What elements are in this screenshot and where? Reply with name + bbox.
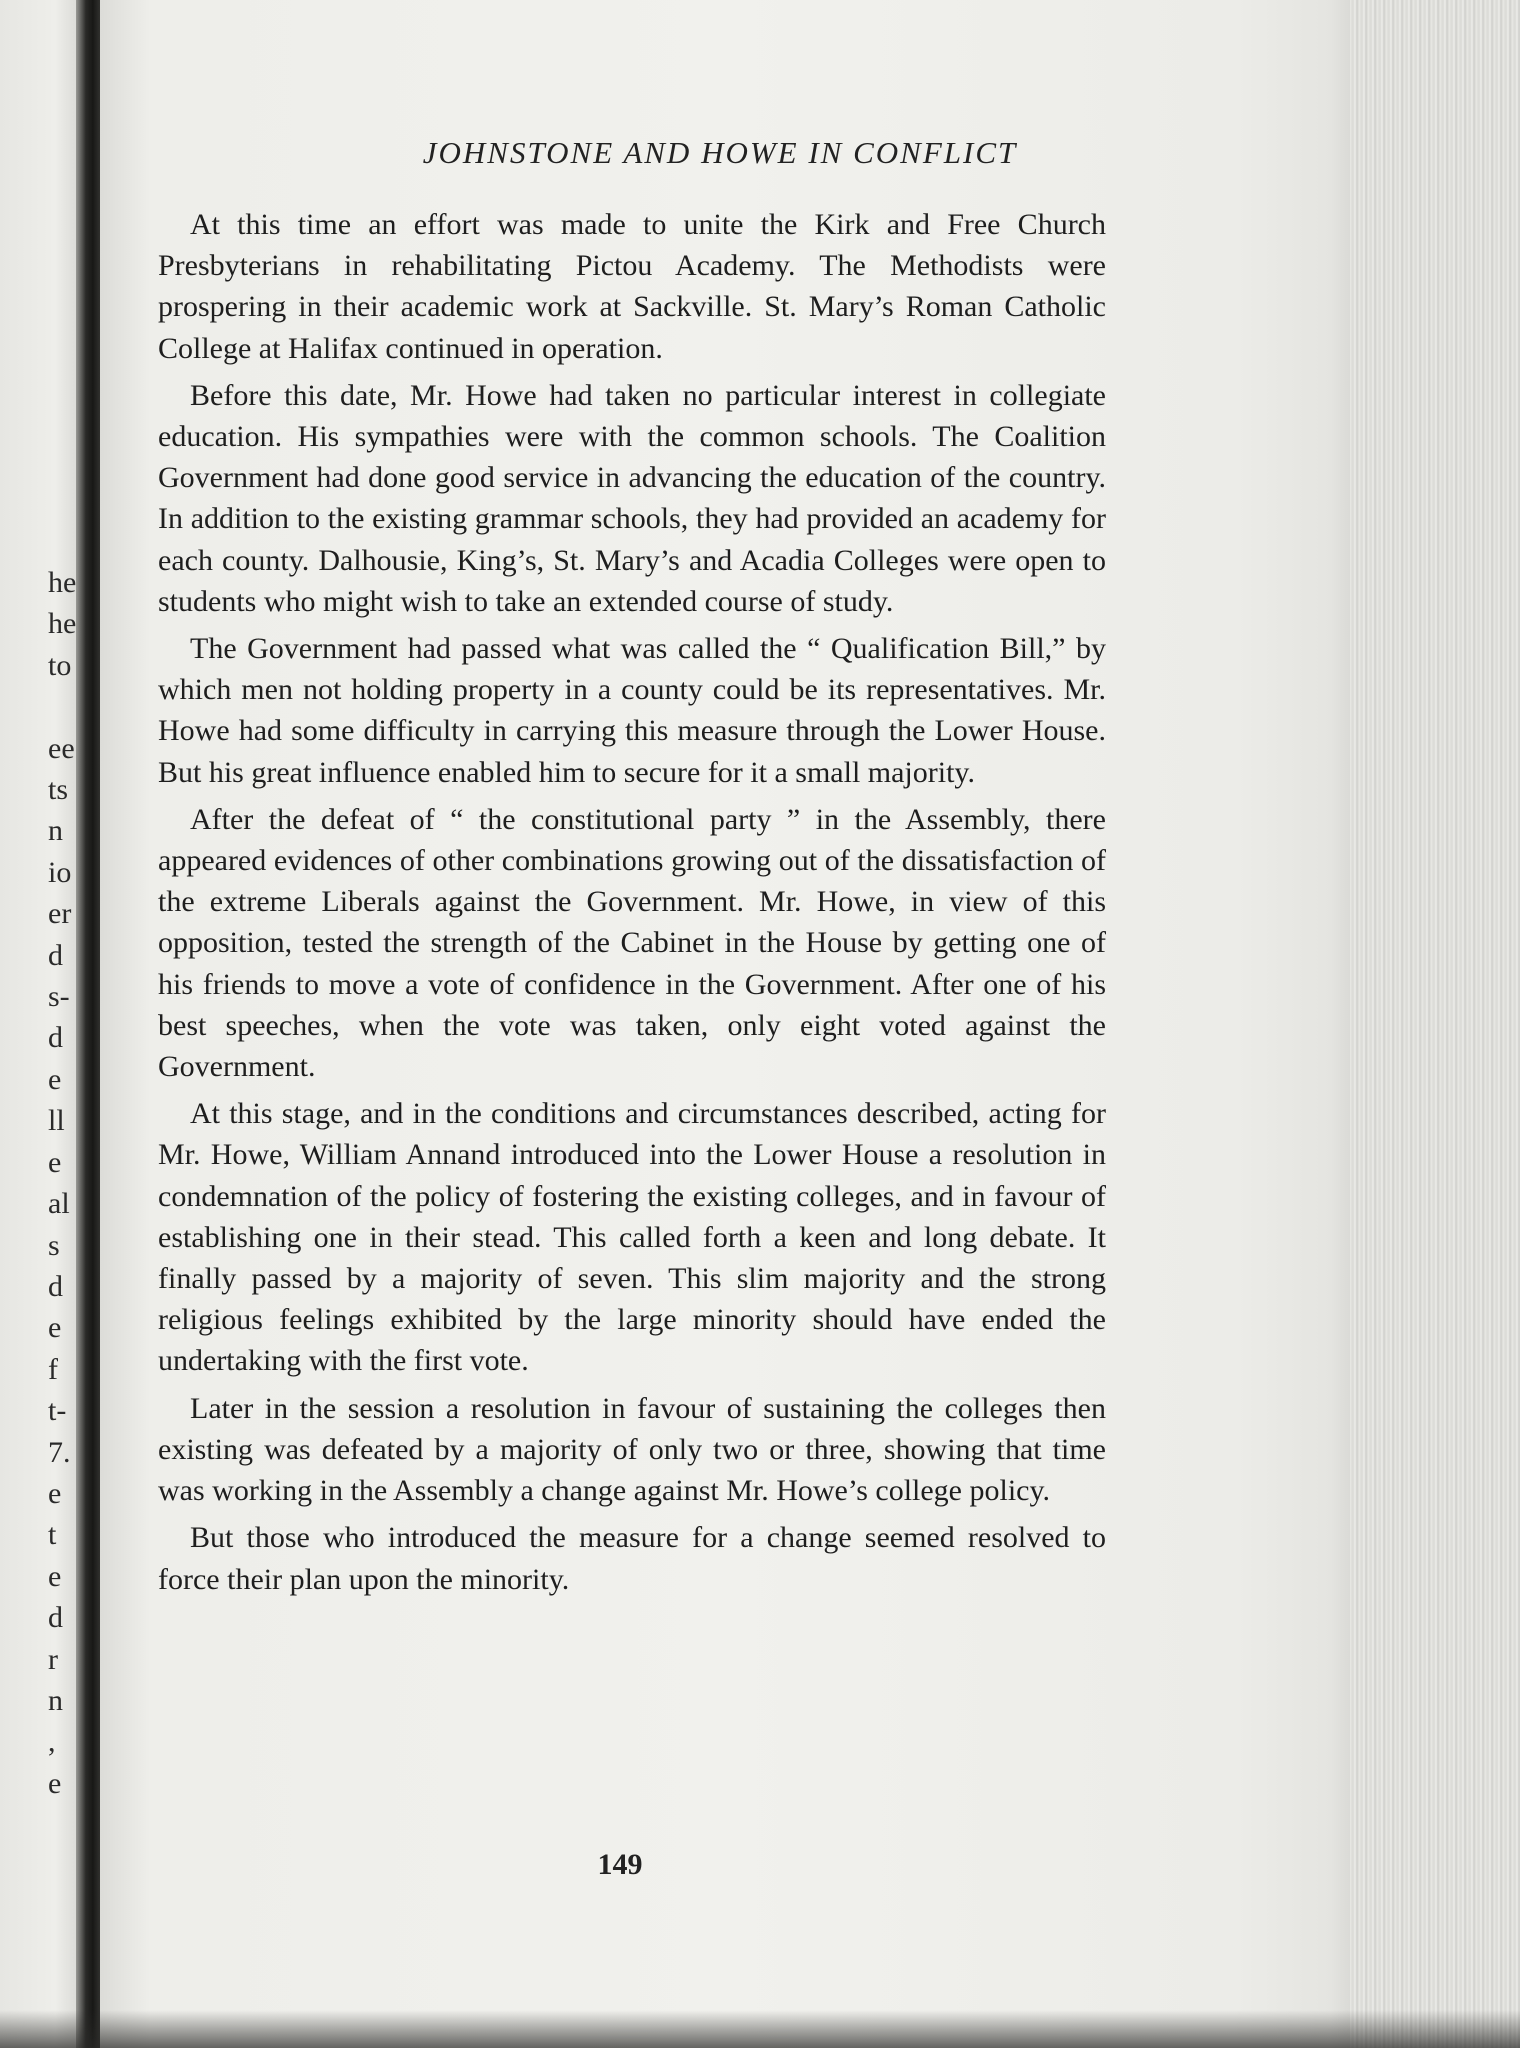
left-fragment: s- [48, 980, 70, 1014]
left-fragment: t- [48, 1394, 67, 1428]
paragraph: Before this date, Mr. Howe had taken no particular interest in collegiate education. His sympathies were with the common schools. The Coalition Government had done good service in advancing the education of the country. In addition to the existing grammar schools, they had provided an academy for each county. Dalhousie, King’s, St. Mary’s and Acadia Colleges were open to students who might wish to take an extended course of study. [158, 378, 1106, 618]
left-fragment: e [48, 1062, 62, 1096]
left-fragment: , [48, 1725, 56, 1759]
left-fragment: n [48, 814, 63, 848]
page-stack-edges [1350, 0, 1520, 2048]
paragraph: At this stage, and in the conditions and circumstances described, acting for Mr. Howe, William Annand introduced into the Lower House a resolution in condemnation of the policy of fostering the existing colleges, and in favour of establishing one in their stead. This called forth a keen and long debate. It finally passed by a majority of seven. This slim majority and the strong religious feelings exhibited by the large minority should have ended the undertaking with the first vote. [158, 1097, 1106, 1378]
running-head: JOHNSTONE AND HOWE IN CONFLICT [422, 135, 1018, 170]
bottom-edge-shadow [0, 2010, 1520, 2048]
left-fragment: e [48, 1559, 62, 1593]
left-fragment: e [48, 1476, 62, 1510]
paragraph: The Government had passed what was called the “ Qualification Bill,” by which men not holding property in a county could be its representatives. Mr. Howe had some difficulty in carrying this measure through the Lower House. But his great influence enabled him to secure for it a small majority. [158, 632, 1106, 789]
left-fragment: d [48, 1601, 63, 1635]
left-fragment: ee [48, 731, 75, 765]
left-fragment: r [48, 1642, 58, 1676]
left-fragment: he [48, 607, 77, 641]
left-fragment: n [48, 1683, 63, 1717]
page-number: 149 [597, 1848, 643, 1881]
left-fragment: he [48, 566, 77, 599]
left-fragment: d [48, 938, 63, 972]
left-fragment: 7. [48, 1435, 71, 1469]
left-fragment: ll [48, 1104, 65, 1138]
paragraph: After the defeat of “ the constitutional party ” in the Assembly, there appeared evidences of other combinations growing out of the dissatisfaction of the extreme Liberals against the Government. Mr. Howe, in view of this opposition, tested the strength of the Cabinet in the House by getting one of his friends to move a vote of confidence in the Government. After one of his best speeches, when the vote was taken, only eight voted against the Government. [158, 802, 1106, 1084]
left-fragment: f [48, 1352, 58, 1386]
left-fragment: e [48, 1311, 62, 1345]
left-fragment: d [48, 1269, 63, 1303]
paragraph: At this time an effort was made to unite the Kirk and Free Church Presbyterians in rehabilitating Pictou Academy. The Methodists were prospering in their academic work at Sackville. St. Mary’s Roman Catholic College at Halifax continued in operation. [158, 208, 1106, 365]
paragraph: But those who introduced the measure for a change seemed resolved to force their plan upon the minority. [158, 1521, 1106, 1596]
left-fragment: er [48, 897, 72, 931]
left-fragment: d [48, 1021, 63, 1055]
left-fragment: t [48, 1518, 57, 1552]
body-text [158, 204, 1106, 1606]
paragraph: Later in the session a resolution in favour of sustaining the colleges then existing was defeated by a majority of only two or three, showing that time was working in the Assembly a change against Mr. Howe’s college policy. [158, 1391, 1106, 1508]
left-fragment: s [48, 1228, 60, 1262]
left-fragment: to [48, 648, 72, 682]
left-fragment: al [48, 1187, 70, 1221]
left-fragment: e [48, 1766, 62, 1800]
left-fragment: e [48, 1145, 62, 1179]
left-fragment: io [48, 855, 72, 889]
left-fragment: ts [48, 773, 69, 807]
